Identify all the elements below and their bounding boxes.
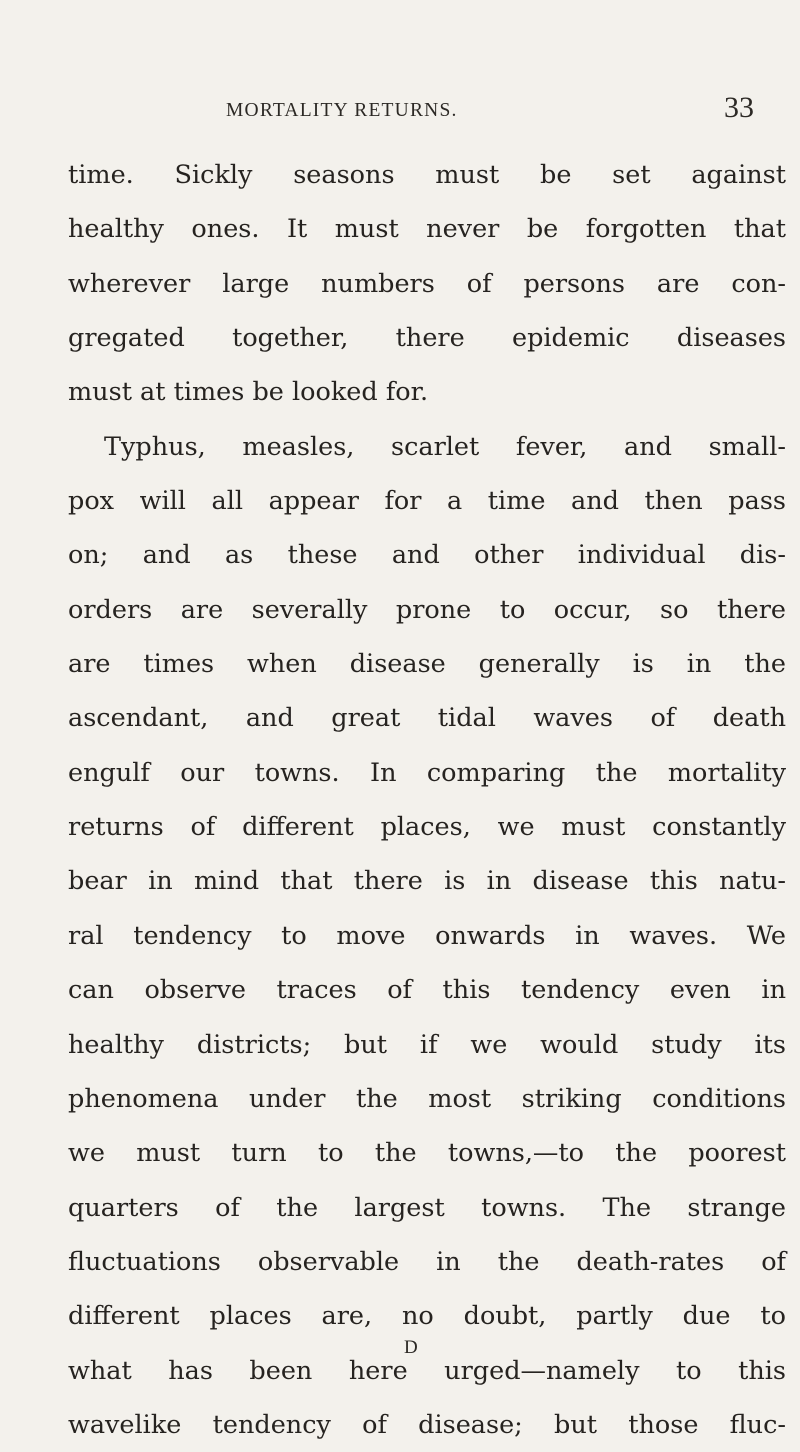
text-line: pox will all appear for a time and then pass xyxy=(68,486,786,517)
page-number: 33 xyxy=(724,91,754,124)
text-line: ral tendency to move onwards in waves. We xyxy=(68,920,786,951)
text-line: wavelike tendency of disease; but those fluc- xyxy=(68,1409,786,1440)
text-line: different places are, no doubt, partly due to xyxy=(68,1301,786,1332)
text-line: time. Sickly seasons must be set against xyxy=(68,160,786,190)
text-line: on; and as these and other individual dis- xyxy=(68,540,786,571)
text-line: Typhus, measles, scarlet fever, and small- xyxy=(104,431,786,462)
text-line: engulf our towns. In comparing the mortality xyxy=(68,757,786,788)
text-line: we must turn to the towns,—to the poorest xyxy=(68,1138,786,1169)
text-line: can observe traces of this tendency even in xyxy=(68,975,786,1006)
text-line: wherever large numbers of persons are con- xyxy=(68,268,786,299)
text-line: what has been here urged—namely to this xyxy=(68,1355,786,1386)
body-text xyxy=(68,148,786,1452)
text-line: returns of different places, we must constantly xyxy=(68,812,786,843)
signature-mark: D xyxy=(404,1337,418,1358)
text-line: phenomena under the most striking conditions xyxy=(68,1083,786,1114)
text-line: bear in mind that there is in disease this natu- xyxy=(68,866,786,897)
text-line: healthy districts; but if we would study its xyxy=(68,1029,786,1060)
text-line: fluctuations observable in the death-rates of xyxy=(68,1246,786,1277)
text-line: quarters of the largest towns. The strange xyxy=(68,1192,786,1223)
text-line: must at times be looked for. xyxy=(68,377,429,408)
running-title: MORTALITY RETURNS. xyxy=(226,100,458,121)
text-line: gregated together, there epidemic diseases xyxy=(68,323,786,354)
text-line: ascendant, and great tidal waves of death xyxy=(68,703,786,734)
text-line: are times when disease generally is in the xyxy=(68,649,786,680)
text-line: orders are severally prone to occur, so there xyxy=(68,594,786,625)
text-line: healthy ones. It must never be forgotten that xyxy=(68,214,786,245)
